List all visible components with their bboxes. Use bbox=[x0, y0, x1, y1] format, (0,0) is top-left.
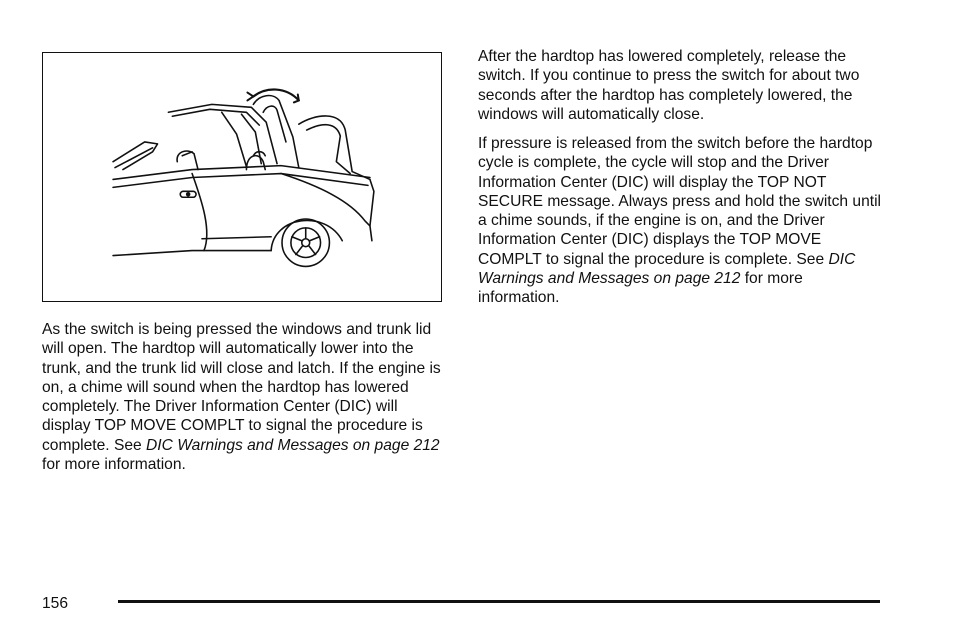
convertible-car-drawing bbox=[43, 53, 440, 300]
cross-reference-link[interactable]: DIC Warnings and Messages on page 212 bbox=[146, 436, 440, 454]
paragraph-text-end: for more information. bbox=[478, 270, 803, 307]
cross-reference-link[interactable]: DIC Warnings and Messages on page 212 bbox=[478, 250, 856, 288]
paragraph-text-end: for more information. bbox=[42, 456, 186, 474]
right-column-paragraph-1: After the hardtop has lowered completely, release the switch. If you continue to press the switch for about two seconds after the hardtop has completely lowered, the windows will automatically close. bbox=[478, 48, 860, 123]
right-column-paragraph-2 bbox=[478, 134, 888, 308]
footer-divider bbox=[118, 600, 880, 603]
paragraph-text: If pressure is released from the switch before the hardtop cycle is complete, the cycle will stop and the Driver Information Center (DIC) will display the TOP NOT SECURE message. Always press and hold the switch until a chime sounds, if the engine is on, and the Driver Information Center (DIC) displays the TOP MOVE COMPLT to signal the procedure is complete. See bbox=[478, 135, 882, 268]
hardtop-illustration bbox=[42, 52, 442, 302]
page-number: 156 bbox=[42, 595, 69, 612]
left-column-paragraph bbox=[42, 320, 447, 474]
paragraph-text: As the switch is being pressed the windows and trunk lid will open. The hardtop will automatically lower into the trunk, and the trunk lid will close and latch. If the engine is on, a chime will sound when the hardtop has lowered completely. The Driver Information Center (DIC) will display TOP MOVE COMPLT to signal the procedure is complete. See bbox=[42, 321, 441, 454]
